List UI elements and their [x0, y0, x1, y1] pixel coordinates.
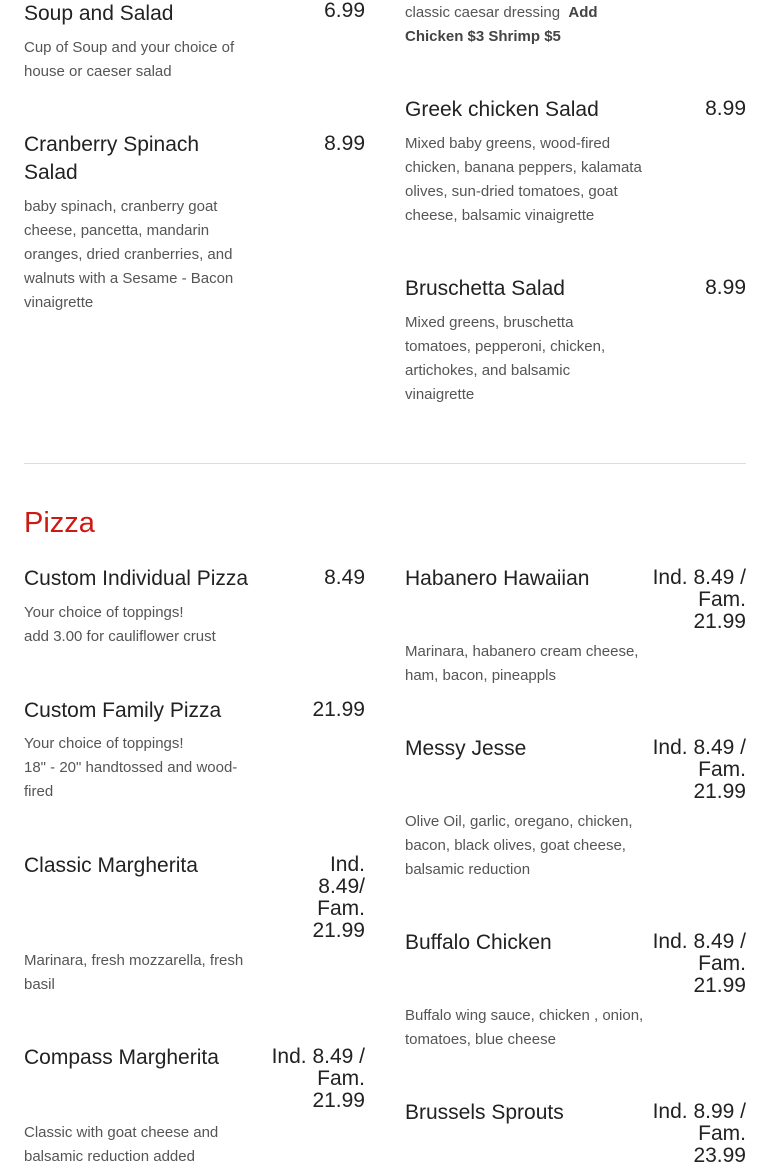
menu-item-description: baby spinach, cranberry goat cheese, pancetta, mandarin oranges, dried cranberries, and walnuts with a Sesame - Bacon vinaigrette [24, 198, 234, 311]
section-title-pizza: Pizza [24, 507, 95, 539]
menu-item-name: Greek chicken Salad [405, 98, 599, 121]
menu-item-price: 21.99 [312, 698, 365, 721]
menu-item-price: Ind. 8.49 / Fam. 21.99 [652, 930, 746, 997]
menu-item-price: Ind. 8.49/ Fam. 21.99 [312, 853, 365, 942]
menu-item-custom-family-pizza [24, 697, 365, 804]
menu-item-description: Marinara, habanero cream cheese, ham, bacon, pineappls [405, 643, 639, 684]
menu-item-habanero-hawaiian [405, 565, 746, 688]
menu-item-name: Custom Individual Pizza [24, 567, 249, 590]
menu-item-messy-jesse [405, 735, 746, 882]
menu-item-description-line: add 3.00 for cauliflower crust [24, 628, 216, 645]
menu-item-compass-margherita [24, 1044, 365, 1169]
menu-item-name: Cranberry Spinach Salad [24, 133, 200, 184]
menu-item-custom-individual-pizza [24, 565, 365, 649]
menu-item-description: Classic with goat cheese and balsamic reduction added [24, 1124, 219, 1165]
menu-item-price: Ind. 8.99 / Fam. 23.99 [652, 1100, 746, 1167]
menu-item-description [24, 732, 246, 804]
menu-item-header [24, 565, 365, 593]
menu-item-price: Ind. 8.49 / Fam. 21.99 [271, 1045, 365, 1112]
menu-item-header [405, 96, 746, 124]
menu-item-header [405, 565, 746, 640]
menu-item-description: Mixed greens, bruschetta tomatoes, pepperoni, chicken, artichokes, and balsamic vinaigrette [405, 314, 606, 403]
menu-item-description: Marinara, fresh mozzarella, fresh basil [24, 952, 244, 993]
menu-item-cranberry-spinach-salad [24, 131, 365, 315]
menu-item-header [24, 0, 365, 28]
menu-item-soup-and-salad [24, 0, 365, 84]
menu-item-price: Ind. 8.49 / Fam. 21.99 [652, 566, 746, 633]
menu-item-description [405, 1, 605, 49]
menu-item-header [405, 735, 746, 810]
menu-item-description: Mixed baby greens, wood-fired chicken, banana peppers, kalamata olives, sun-dried tomatoes, goat cheese, balsamic vinaigrette [405, 135, 642, 224]
menu-item-header [405, 275, 746, 303]
caesar-dressing-text: classic caesar dressing [405, 4, 561, 21]
menu-item-name: Habanero Hawaiian [405, 567, 590, 590]
menu-item-name: Messy Jesse [405, 737, 527, 760]
menu-item-name: Buffalo Chicken [405, 931, 552, 954]
menu-item-name: Bruschetta Salad [405, 277, 565, 300]
menu-item-description-line: Your choice of toppings! [24, 604, 184, 621]
menu-item-price: 8.99 [705, 276, 746, 299]
menu-item-name: Brussels Sprouts [405, 1101, 564, 1124]
menu-item-greek-chicken-salad [405, 96, 746, 228]
menu-item-price: 8.99 [705, 97, 746, 120]
menu-item-price: 6.99 [324, 0, 365, 22]
menu-item-name: Compass Margherita [24, 1046, 219, 1069]
menu-item-buffalo-chicken [405, 929, 746, 1052]
menu-item-caesar-salad-continued [405, 1, 746, 49]
menu-item-header [24, 697, 365, 725]
menu-item-description: Cup of Soup and your choice of house or caeser salad [24, 39, 235, 80]
menu-item-description [24, 601, 264, 649]
menu-item-classic-margherita [24, 852, 365, 997]
menu-item-description-line: Your choice of toppings! [24, 735, 184, 752]
menu-item-header [405, 929, 746, 1004]
menu-item-price: 8.99 [324, 132, 365, 155]
menu-item-name: Custom Family Pizza [24, 699, 222, 722]
menu-item-description: Olive Oil, garlic, oregano, chicken, bacon, black olives, goat cheese, balsamic reduction [405, 813, 633, 878]
menu-item-header [405, 1099, 746, 1170]
menu-item-brussels-sprouts [405, 1099, 746, 1170]
menu-item-price: Ind. 8.49 / Fam. 21.99 [652, 736, 746, 803]
menu-item-price: 8.49 [324, 566, 365, 589]
menu-item-description: Buffalo wing sauce, chicken , onion, tomatoes, blue cheese [405, 1007, 644, 1048]
menu-item-header [24, 1044, 365, 1119]
section-divider [24, 463, 746, 464]
menu-item-description-line: 18" - 20" handtossed and wood-fired [24, 759, 238, 800]
caesar-addon-text: Add Chicken $3 Shrimp $5 [405, 4, 598, 45]
menu-item-name: Classic Margherita [24, 854, 198, 877]
menu-item-header [24, 131, 365, 187]
menu-item-bruschetta-salad [405, 275, 746, 407]
menu-item-header [24, 852, 365, 947]
menu-item-name: Soup and Salad [24, 2, 174, 25]
